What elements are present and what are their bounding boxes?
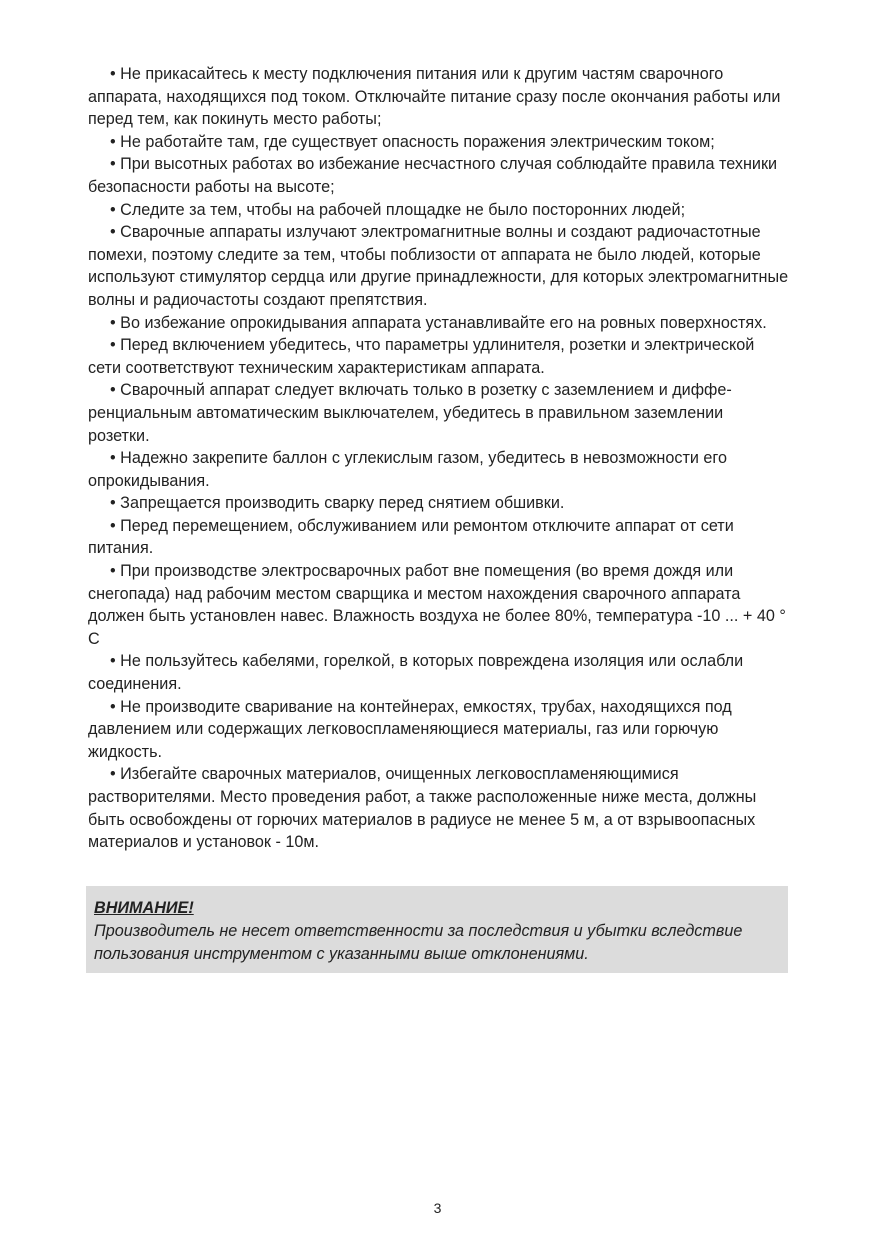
instruction-paragraph-6: • Во избежание опрокидывания аппарата устанавливайте его на ровных поверхностях. [110, 313, 767, 332]
attention-title: ВНИМАНИЕ! [94, 899, 194, 917]
page-number: 3 [433, 1200, 442, 1216]
instruction-paragraph-3: • При высотных работах во избежание несчастного случая соблюдайте правила техники безопасности работы на высоте; [88, 155, 778, 196]
instruction-paragraph-5: • Сварочные аппараты излучают электромагнитные волны и создают радиочастотные помехи, поэтому следите за тем, чтобы поблизости от аппарата не было людей, которые используют стимулятор сердца или другие принадлежности, для которых электромагнитные волны и радиочастоты создают препятствия. [88, 223, 789, 309]
instruction-paragraph-12: • При производстве электросварочных работ вне помещения (во время дождя или снегопада) над рабочим местом сварщика и местом нахождения сварочного аппарата должен быть установлен навес. Влажность воздуха не более 80%, температура -10 ... + 40 ° С [88, 562, 786, 648]
instruction-paragraph-2: • Не работайте там, где существует опасность поражения электрическим током; [110, 132, 715, 151]
safety-instructions [88, 63, 789, 854]
instruction-paragraph-7: • Перед включением убедитесь, что параметры удлинителя, розетки и электрической сети соответствуют техническим характеристикам аппарата. [88, 336, 755, 377]
attention-box [86, 886, 788, 973]
instruction-paragraph-9: • Надежно закрепите баллон с углекислым газом, убедитесь в невозможности его опрокидывания. [88, 449, 727, 490]
instruction-paragraph-11: • Перед перемещением, обслуживанием или ремонтом отключите аппарат от сети питания. [88, 516, 734, 558]
attention-text: Производитель не несет ответственности за последствия и убытки вследствие пользования инструментом с указанными выше отклонениями. [94, 922, 743, 963]
instruction-paragraph-15: • Избегайте сварочных материалов, очищенных легковоспламеняющимися растворителями. Место проведения работ, а также расположенные ниже места, должны быть освобождены от горючих материалов в радиусе не менее 5 м, а от взрывоопасных материалов и установок - 10м. [88, 765, 757, 852]
instruction-paragraph-10: • Запрещается производить сварку перед снятием обшивки. [110, 494, 565, 513]
instruction-paragraph-13: • Не пользуйтесь кабелями, горелкой, в которых повреждена изоляция или ослабли соединения. [88, 652, 744, 694]
instruction-paragraph-14: • Не производите сваривание на контейнерах, емкостях, трубах, находящихся под давлением или содержащих легковоспламеняющиеся материалы, газ или горючую жидкость. [88, 697, 732, 761]
instruction-paragraph-8: • Сварочный аппарат следует включать только в розетку с заземлением и дифференциальным автоматическим выключателем, убедитесь в правильном заземлении розетки. [88, 381, 732, 445]
instruction-paragraph-4: • Следите за тем, чтобы на рабочей площадке не было посторонних людей; [110, 200, 686, 219]
instruction-paragraph-1: • Не прикасайтесь к месту подключения питания или к другим частям сварочного аппарата, находящихся под током. Отключайте питание сразу после окончания работы или перед тем, как покинуть место работы; [88, 65, 781, 129]
